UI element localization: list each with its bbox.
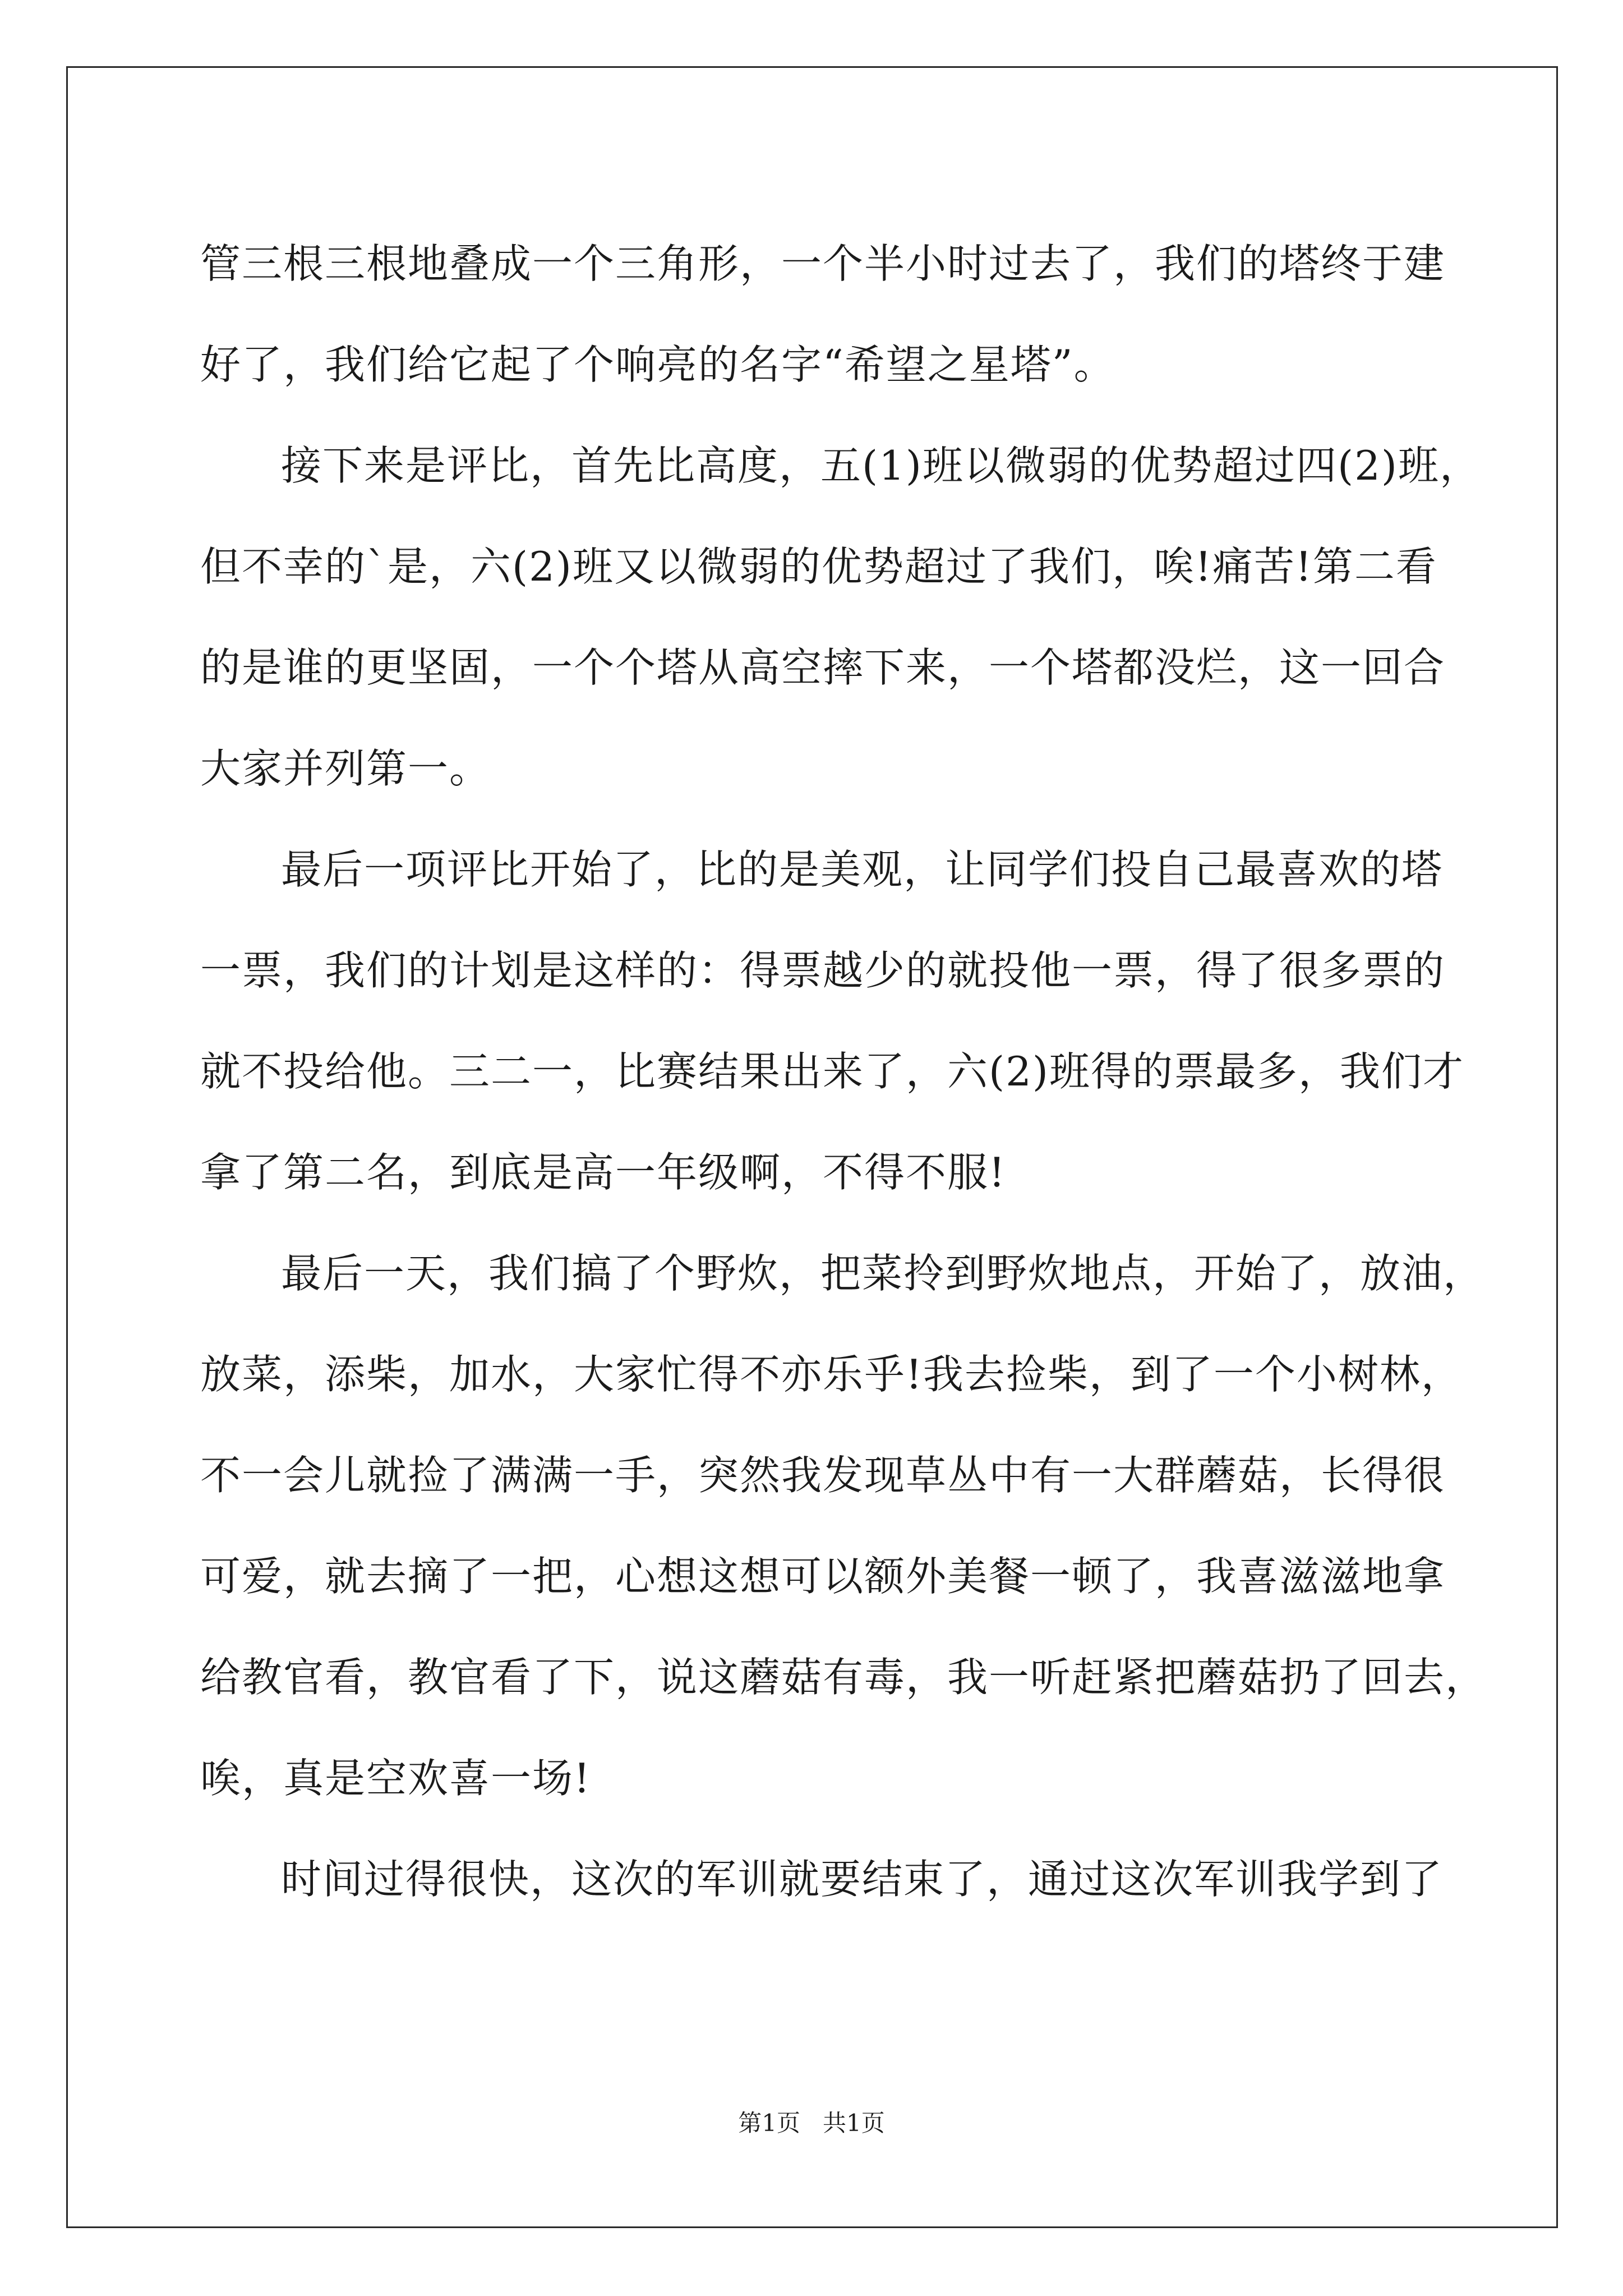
text-line: 好了，我们给它起了个响亮的名字“希望之星塔”。 (200, 341, 1115, 388)
text-line: 不一会儿就捡了满满一手，突然我发现草丛中有一大群蘑菇，长得很 (200, 1452, 1446, 1499)
page-number: 第1页 (738, 2109, 800, 2137)
text-line: 可爱，就去摘了一把，心想这想可以额外美餐一顿了，我喜滋滋地拿 (200, 1553, 1446, 1600)
text-line: 唉，真是空欢喜一场! (200, 1755, 591, 1802)
page-footer (0, 2106, 1623, 2140)
text-line: 大家并列第一。 (200, 745, 491, 792)
paragraph-start-line: 接下来是评比，首先比高度，五(1)班以微弱的优势超过四(2)班， (281, 442, 1481, 489)
paragraph-start-line: 最后一天，我们搞了个野炊，把菜拎到野炊地点，开始了，放油， (281, 1250, 1485, 1297)
paragraph-start-line: 最后一项评比开始了，比的是美观，让同学们投自己最喜欢的塔 (281, 846, 1444, 893)
text-line: 给教官看，教官看了下，说这蘑菇有毒，我一听赶紧把蘑菇扔了回去， (200, 1654, 1487, 1701)
page-total: 共1页 (823, 2109, 885, 2137)
text-line: 放菜，添柴，加水，大家忙得不亦乐乎!我去捡柴，到了一个小树林， (200, 1351, 1463, 1398)
paragraph-start-line: 时间过得很快，这次的军训就要结束了，通过这次军训我学到了 (281, 1856, 1444, 1903)
body-text (200, 213, 1487, 1930)
text-line: 但不幸的`是，六(2)班又以微弱的优势超过了我们，唉!痛苦!第二看 (200, 543, 1437, 590)
text-line: 拿了第二名，到底是高一年级啊，不得不服! (200, 1149, 1006, 1196)
text-line: 一票，我们的计划是这样的：得票越少的就投他一票，得了很多票的 (200, 947, 1446, 994)
text-line: 就不投给他。三二一，比赛结果出来了，六(2)班得的票最多，我们才 (200, 1048, 1464, 1095)
text-line: 管三根三根地叠成一个三角形，一个半小时过去了，我们的塔终于建 (200, 240, 1446, 287)
text-line: 的是谁的更坚固，一个个塔从高空摔下来，一个塔都没烂，这一回合 (200, 644, 1446, 691)
